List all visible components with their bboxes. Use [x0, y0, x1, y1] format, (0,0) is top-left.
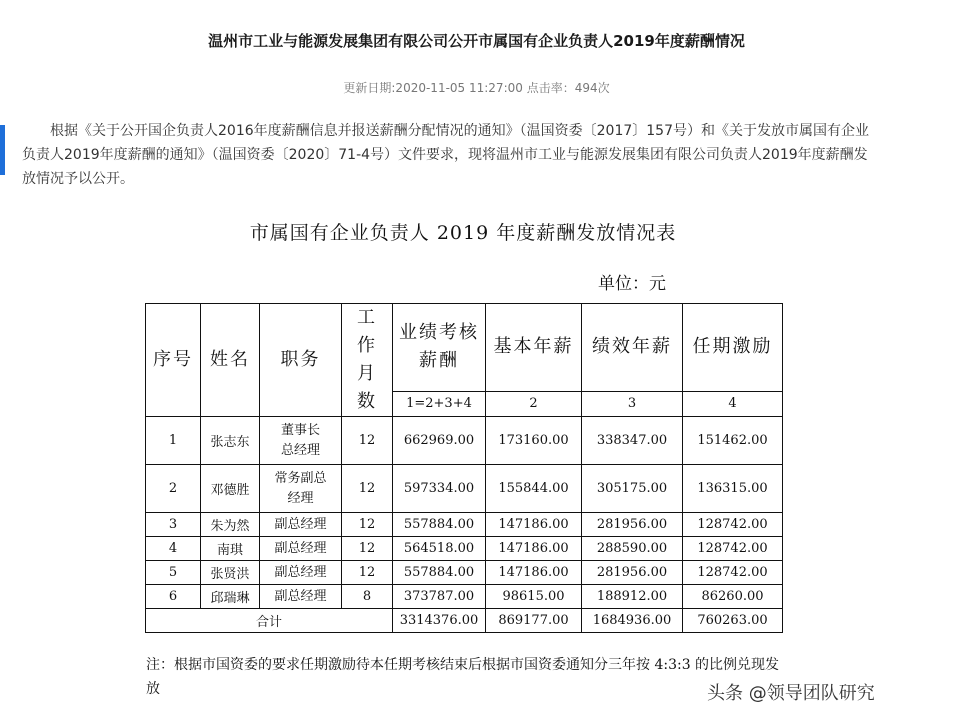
cell-term: 128742.00: [683, 513, 783, 537]
formula-cell: 4: [683, 391, 783, 416]
totals-perf: 1684936.00: [582, 609, 683, 633]
cell-term: 128742.00: [683, 561, 783, 585]
cell-term: 136315.00: [683, 465, 783, 513]
table-row: [146, 465, 783, 513]
table-title: 市属国有企业负责人 2019 年度薪酬发放情况表: [249, 222, 677, 244]
article-title: 温州市工业与能源发展集团有限公司公开市属国有企业负责人2019年度薪酬情况: [208, 32, 745, 50]
totals-base: 869177.00: [486, 609, 582, 633]
cell-term: 151462.00: [683, 417, 783, 465]
cell-name: 南琪: [201, 537, 260, 561]
cell-name: 朱为然: [201, 513, 260, 537]
cell-term: 86260.00: [683, 585, 783, 609]
cell-name: 邓德胜: [201, 465, 260, 513]
cell-position: [260, 465, 342, 513]
cell-months: 12: [342, 465, 393, 513]
formula-cell: 2: [486, 391, 582, 416]
cell-base: 155844.00: [486, 465, 582, 513]
cell-base: 147186.00: [486, 513, 582, 537]
cell-perf: 338347.00: [582, 417, 683, 465]
cell-months: 12: [342, 513, 393, 537]
cell-perf: 281956.00: [582, 561, 683, 585]
table-row: [146, 537, 783, 561]
cell-perf: 305175.00: [582, 465, 683, 513]
table-row: [146, 513, 783, 537]
header-term-incentive: 任期激励: [683, 304, 783, 392]
table-row: [146, 585, 783, 609]
cell-seq: 4: [146, 537, 201, 561]
cell-position: 副总经理: [260, 537, 342, 561]
cell-base: 173160.00: [486, 417, 582, 465]
cell-seq: 1: [146, 417, 201, 465]
cell-months: 12: [342, 537, 393, 561]
cell-position: 副总经理: [260, 585, 342, 609]
cell-seq: 6: [146, 585, 201, 609]
totals-label: 合计: [146, 609, 393, 633]
totals-total: 3314376.00: [393, 609, 486, 633]
source-watermark: 头条 @领导团队研究: [707, 683, 875, 704]
cell-term: 128742.00: [683, 537, 783, 561]
cell-months: 12: [342, 417, 393, 465]
cell-position: 副总经理: [260, 513, 342, 537]
cell-base: 147186.00: [486, 537, 582, 561]
cell-position: 副总经理: [260, 561, 342, 585]
header-name: 姓名: [201, 304, 260, 417]
cell-months: 8: [342, 585, 393, 609]
position-line: 董事长: [280, 422, 320, 438]
cell-total: 373787.00: [393, 585, 486, 609]
cell-seq: 2: [146, 465, 201, 513]
header-months: 工作月数: [342, 304, 393, 417]
cell-perf: 288590.00: [582, 537, 683, 561]
cell-base: 147186.00: [486, 561, 582, 585]
cell-total: 557884.00: [393, 513, 486, 537]
cell-seq: 5: [146, 561, 201, 585]
header-base-salary: 基本年薪: [486, 304, 582, 392]
cell-name: 邱瑞琳: [201, 585, 260, 609]
position-line: 总经理: [280, 442, 320, 458]
article-meta: 更新日期:2020-11-05 11:27:00 点击率：494次: [343, 81, 610, 95]
table-row: [146, 561, 783, 585]
cell-months: 12: [342, 561, 393, 585]
cell-position: [260, 417, 342, 465]
header-performance-salary: 绩效年薪: [582, 304, 683, 392]
totals-row: [146, 609, 783, 633]
header-row: [146, 304, 783, 392]
cell-seq: 3: [146, 513, 201, 537]
totals-term: 760263.00: [683, 609, 783, 633]
left-accent-bar: [0, 125, 5, 175]
table-row: [146, 417, 783, 465]
position-line: 常务副总: [274, 470, 327, 486]
header-position: 职务: [260, 304, 342, 417]
table-unit: 单位：元: [598, 274, 666, 294]
cell-total: 564518.00: [393, 537, 486, 561]
cell-total: 557884.00: [393, 561, 486, 585]
salary-table: [145, 303, 783, 633]
cell-total: 662969.00: [393, 417, 486, 465]
cell-name: 张贤洪: [201, 561, 260, 585]
header-seq: 序号: [146, 304, 201, 417]
formula-cell: 3: [582, 391, 683, 416]
cell-perf: 188912.00: [582, 585, 683, 609]
formula-cell: 1=2+3+4: [393, 391, 486, 416]
position-line: 经理: [287, 490, 314, 506]
table-note: 注：根据市国资委的要求任期激励待本任期考核结束后根据市国资委通知分三年按 4:3:3 的比例兑现发放: [146, 657, 780, 697]
article-intro: 根据《关于公开国企负责人2016年度薪酬信息并报送薪酬分配情况的通知》（温国资委〔2017〕157号）和《关于发放市属国有企业负责人2019年度薪酬的通知》（温国资委〔2020〕71-4号）文件要求，现将温州市工业与能源发展集团有限公司负责人2019年度薪酬发放情况予以公开。: [22, 123, 869, 187]
header-performance-pay: 业绩考核薪酬: [393, 304, 486, 392]
cell-name: 张志东: [201, 417, 260, 465]
cell-total: 597334.00: [393, 465, 486, 513]
cell-perf: 281956.00: [582, 513, 683, 537]
cell-base: 98615.00: [486, 585, 582, 609]
